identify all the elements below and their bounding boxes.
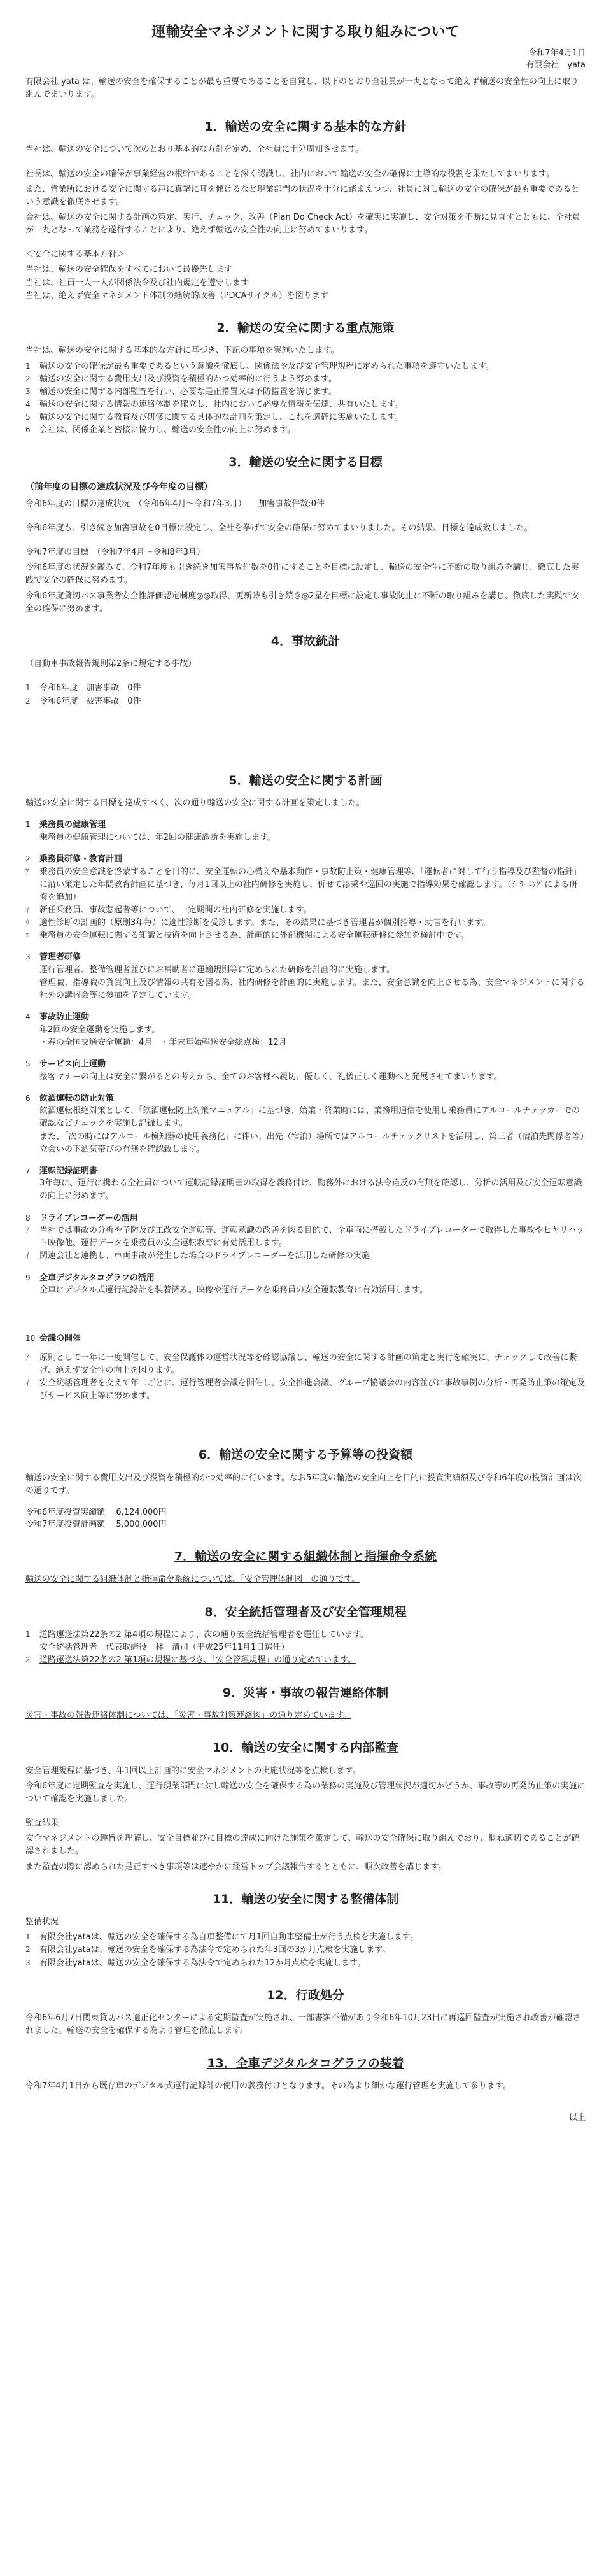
- plan-item-7: 7 運転記録証明書 3年毎に、運行に携わる全社員について運転記録証明書の取得を義務付け、勤務外における法令違反の有無を確認し、分析の活用及び安全運転意識の向上に努めます。: [25, 1166, 582, 1201]
- section-12-title: 12．行政処分: [267, 1988, 344, 2002]
- document-end: 以上: [568, 2113, 586, 2123]
- list-item: 2 道路運送法第22条の2 第1項の規程に基づき、「安全管理規程」の通り定めています。: [25, 1655, 356, 1666]
- section-4-list: [25, 682, 586, 707]
- plan-item-10: 10 会議の開催 ｱ 原則として一年に一度開催して、安全保護体の運営状況等を確認協議し、輸送の安全に関する計画の策定と実行を確実に、チェックして改善に繋げ、絶えず安全性の向上を図ります。 ｲ 安全統括管理者を交えて年二ごとに、運行管理者会議を開催し、安全推進会議、グループ協議会の内容並びに事故事例の分析・再発防止策の策定及びサービス向上等に努めます。: [25, 1334, 585, 1401]
- plan-item-6: 6 飲酒運転の防止対策 飲酒運転根絶対策として、「飲酒運転防止対策マニュアル」に基づき、始業・終業時には、業務用通信を使用し乗務員にアルコールチェッカーでの確認などチェックを実施し記録します。 また、「次の時にはアルコール検知器の使用義務化」に伴い、出先（宿泊）場所ではアルコールチェックリストを活用し、第三者（宿泊先関係者等）立会いの下酒気帯びの有無を確認致します。: [25, 1093, 584, 1154]
- budget-plan: 令和7年度投資計画額 5,000,000円: [25, 1520, 167, 1530]
- plan-item-9: 9 全車デジタルタコグラフの活用 全車にデジタル式運行記録計を装着済み。映像や運行データを乗務員の安全運転教育に有効活用します。: [25, 1273, 428, 1295]
- list-item: 4 輸送の安全に関する情報の連絡体制を確立し、社内において必要な情報を伝達、共有いたします。: [25, 399, 403, 409]
- company-name: 有限会社 yata: [526, 60, 586, 70]
- list-item: 1 令和6年度 加害事故 0件: [25, 683, 141, 693]
- policy-item: 当社は、輸送の安全確保をすべてにおいて最優先します: [25, 265, 232, 275]
- section-5-p1: 輸送の安全に関する目標を達成すべく、次の通り輸送の安全に関する計画を策定しました。: [25, 798, 365, 809]
- section-10-title: 10．輸送の安全に関する内部監査: [212, 1741, 399, 1755]
- plan-item-3: 3 管理者研修 運行管理者、整備管理者並びにお補助者に運輸規則等に定められた研修を計画的に実施します。 管理職、指導職の貸貨向上及び情報の共有を図る為、社内研修を計画的に実施します。また、安全意識を向上させる為、安全マネジメントに関する社外の講習会等に参加を予定しています。: [25, 952, 585, 1001]
- plan-item-8: 8 ドライブレコーダーの活用 ｱ 当社では事故の分析や予防及び工改安全運転等、運転意識の改善を図る目的で、全車両に搭載したドライブレコーダーで取得した事故やヒヤリハット映像他、運行データを乗務員の安全運転教育に有効活用します。 ｲ 関連会社と連携し、車両事故が発生した場合のドライブレコーダーを活用した研修の実施: [25, 1213, 585, 1261]
- section-4-title: 4．事故統計: [270, 633, 341, 648]
- section-4-subtitle: （自動車事故報告規則第2条に規定する事故）: [25, 659, 197, 669]
- section-2-p1: 当社は、輸送の安全に関する基本的な方針に基づき、下記の事項を実施いたします。: [25, 346, 339, 356]
- section-13-p1: 令和7年4月1日から既存車のデジタル式運行記録計の使用の義務付けとなります。その為より細かな運行管理を実施して参ります。: [25, 2081, 511, 2091]
- section-8-list: [25, 1629, 586, 1667]
- section-3-subtitle: （前年度の目標の達成状況及び今年度の目標）: [25, 481, 213, 492]
- list-item: 6 会社は、関係企業と密接に協力し、輸送の安全性の向上に努めます。: [25, 425, 295, 435]
- section-10-p1: 安全管理規程に基づき、年1回以上計画的に安全マネジメントの実施状況等を点検します。: [25, 1766, 361, 1776]
- list-item: 安全統括管理者 代表取締役 林 清司（平成25年11月1日選任）: [39, 1643, 290, 1653]
- plan-item-4: 4 事故防止運動 年2回の安全運動を実施します。 ・春の全国交通安全運動：4月 ・年末年始輸送安全総点検：12月: [25, 1012, 287, 1047]
- policy-heading: ＜安全に関する基本方針＞: [25, 250, 125, 260]
- section-7-title: 7．輸送の安全に関する組織体制と指揮命令系統: [174, 1549, 437, 1564]
- list-item: 2 令和6年度 被害事故 0件: [25, 696, 141, 706]
- section-3-result: 令和6年度の目標の達成状況 （令和6年4月～令和7年3月） 加害事故件数:0件: [25, 499, 325, 509]
- section-1-p2: 社長は、輸送の安全の確保が事業経営の根幹であることを深く認識し、社内において輸送の安全の確保に主導的な役割を果たしてまいります。: [25, 169, 554, 179]
- section-12-p1: 令和6年6月7日関東貸切バス適正化センターによる定期監査が実施され、一部書類不備があり令和6年10月23日に再巡回監査が実施され改善が確認されました。輸送の安全を確保する為より管理を徹底します。: [25, 2013, 581, 2036]
- section-1-p3: また、営業所における安全に関する声に真摯に耳を傾けるなど現業部門の状況を十分に踏まえつつ、社員に対し輸送の安全の確保が最も重要であるという意識を徹底させます。: [25, 184, 580, 207]
- section-9-p1: 災害・事故の報告連絡体制については、「災害・事故対策連絡図」の通り定めています。: [25, 1711, 352, 1721]
- maintenance-heading: 整備状況: [25, 1917, 59, 1927]
- audit-result-heading: 監査結果: [25, 1818, 59, 1829]
- list-item: 1 道路運送法第22条の2 第4項の規程により、次の通り安全統括管理者を選任しています。: [25, 1630, 369, 1640]
- section-10-p4: また監査の際に認められた是正すべき事項等は速やかに経営トップ会議報告するとともに、順次改善を講じます。: [25, 1862, 447, 1872]
- section-3-p1: 令和6年度も、引き続き加害事故を0目標に設定し、全社を挙げて安全の確保に努めてまいりました。その結果、目標を達成致しました。: [25, 523, 533, 533]
- section-3-title: 3．輸送の安全に関する目標: [228, 455, 383, 470]
- policy-item: 当社は、社員一人一人が関係法令及び社内規定を遵守します: [25, 278, 249, 288]
- section-2-title: 2．輸送の安全に関する重点施策: [216, 320, 395, 335]
- list-item: 1 輸送の安全の確保が最も重要であるという意識を徹底し、関係法令及び安全管理規程に定められた事項を遵守いたします。: [25, 361, 494, 371]
- policy-item: 当社は、絶えず安全マネジメント体制の継続的改善（PDCAサイクル）を図ります: [25, 290, 328, 301]
- section-3-p4: 令和6年度貸切バス事業者安全性評価認定制度◎◎取得、更新時も引き続き◎2星を目標に設定し事故防止に不断の取り組みを講じ、徹底した実践で安全の確保に努めます。: [25, 591, 579, 614]
- section-13-title: 13．全車デジタルタコグラフの装着: [207, 2056, 404, 2070]
- plan-item-2: 2 乗務員研修・教育計画 ｱ 乗務員の安全意識を啓蒙することを目的に、安全運転の心構えや基本動作・事故防止策・健康管理等、「運転者に対して行う指導及び監督の指針」に沿い策定した年間教育計画に基づき、毎月1回以上の社内研修を実施し、併せて添乗や巡回の実施で指導効果を確認します。（ｲｰﾗｰﾆﾝｸﾞによる研修を追加） ｲ 新任乗務員、事故惹起者等について、一定期間の社内研修を実施します。 ｳ 適性診断の計画的（原則3年毎）に適性診断を受診します。また、その結果に基づき管理者が個別指導・助言を行います。 ｴ 乗務員の安全運転に関する知識と技術を向上させる為、計画的に外部機関による安全運転研修に参加を検討中です。: [25, 854, 582, 941]
- page-title: 運輸安全マネジメントに関する取り組みについて: [151, 24, 460, 40]
- issue-date: 令和7年4月1日: [528, 48, 586, 58]
- list-item: 5 輸送の安全に関する教育及び研修に関する具体的な計画を策定し、これを適確に実施いたします。: [25, 413, 403, 423]
- section-7-p1: 輸送の安全に関する組織体制と指揮命令系統については、「安全管理体制図」の通りです。: [25, 1575, 360, 1585]
- section-11-title: 11．輸送の安全に関する整備体制: [212, 1892, 399, 1906]
- section-10-p3: 安全マネジメントの趣旨を理解し、安全目標並びに目標の達成に向けた施策を策定して、輸送の安全確保に取り組んでおり、概ね適切であることが確認されました。: [25, 1834, 580, 1857]
- section-6-p1: 輸送の安全に関する費用支出及び投資を積極的かつ効率的に行います。なお5年度の輸送の安全向上を目的に投資実績額及び令和6年度の投資計画は次の通りです。: [25, 1473, 582, 1496]
- section-2-list: [25, 360, 586, 437]
- budget-actual: 令和6年度投資実績額 6,124,000円: [25, 1507, 167, 1517]
- section-5-title: 5．輸送の安全に関する計画: [228, 773, 383, 788]
- section-6-title: 6．輸送の安全に関する予算等の投資額: [198, 1448, 413, 1462]
- section-11-list: [25, 1931, 586, 1969]
- section-9-title: 9．災害・事故の報告連絡体制: [222, 1685, 389, 1700]
- list-item: 3 輸送の安全に関する内部監査を行い、必要な是正措置又は予防措置を講じます。: [25, 386, 337, 397]
- plan-item-5: 5 サービス向上運動 接客マナーの向上は安全に繋がるとの考えから、全てのお客様へ親切、優しく、礼儀正しく運動へと発展させてまいります。: [25, 1059, 502, 1082]
- section-3-p3: 令和6年度の状況を鑑みて、令和7年度も引き続き加害事故件数を0件にすることを目標に設定し、輸送の安全性に不断の取り組みを講じ、徹底した実践で安全の確保に努めます。: [25, 563, 579, 586]
- list-item: 1 有限会社yataは、輸送の安全を確保する為自車整備にて月1回自動車整備士が行う点検を実施します。: [25, 1932, 418, 1943]
- section-1-p4: 会社は、輸送の安全に関する計画の策定、実行、チェック、改善（Plan Do Check Act）を確実に実施し、安全対策を不断に見直すとともに、全社員が一丸となって業務を遂行することにより、絶えず輸送の安全性の向上に努めてまいります。: [25, 213, 581, 236]
- section-10-p2: 令和6年度に定期監査を実施し、運行現業部門に対し輸送の安全を確保する為の業務の実施及び管理状況が適切かどうか、事故等の再発防止策の実施について確認を実施しました。: [25, 1781, 586, 1804]
- section-8-title: 8．安全統括管理者及び安全管理規程: [204, 1604, 407, 1619]
- header-meta: [25, 48, 586, 72]
- list-item: 3 有限会社yataは、輸送の安全を確保する為法令で定められた12か月点検を実施します。: [25, 1958, 366, 1968]
- plan-item-1: 1 乗務員の健康管理 乗務員の健康管理については、年2回の健康診断を実施します。: [25, 820, 276, 842]
- section-1-title: 1．輸送の安全に関する基本的な方針: [204, 119, 407, 134]
- intro-text: 有限会社 yata は、輸送の安全を確保することが最も重要であることを自覚し、以下のとおり全社員が一丸となって絶えず輸送の安全性の向上に取り組んでまいります。: [25, 76, 579, 99]
- section-3-p2: 令和7年度の目標 （令和7年4月～令和8年3月）: [25, 548, 205, 558]
- section-1-p1: 当社は、輸送の安全について次のとおり基本的な方針を定め、全社員に十分周知させます。: [25, 145, 364, 155]
- list-item: 2 有限会社yataは、輸送の安全を確保する為法令で定められた年3回の3か月点検を実施します。: [25, 1945, 391, 1955]
- list-item: 2 輸送の安全に関する費用支出及び投資を積極的かつ効率的に行うよう努めます。: [25, 374, 337, 384]
